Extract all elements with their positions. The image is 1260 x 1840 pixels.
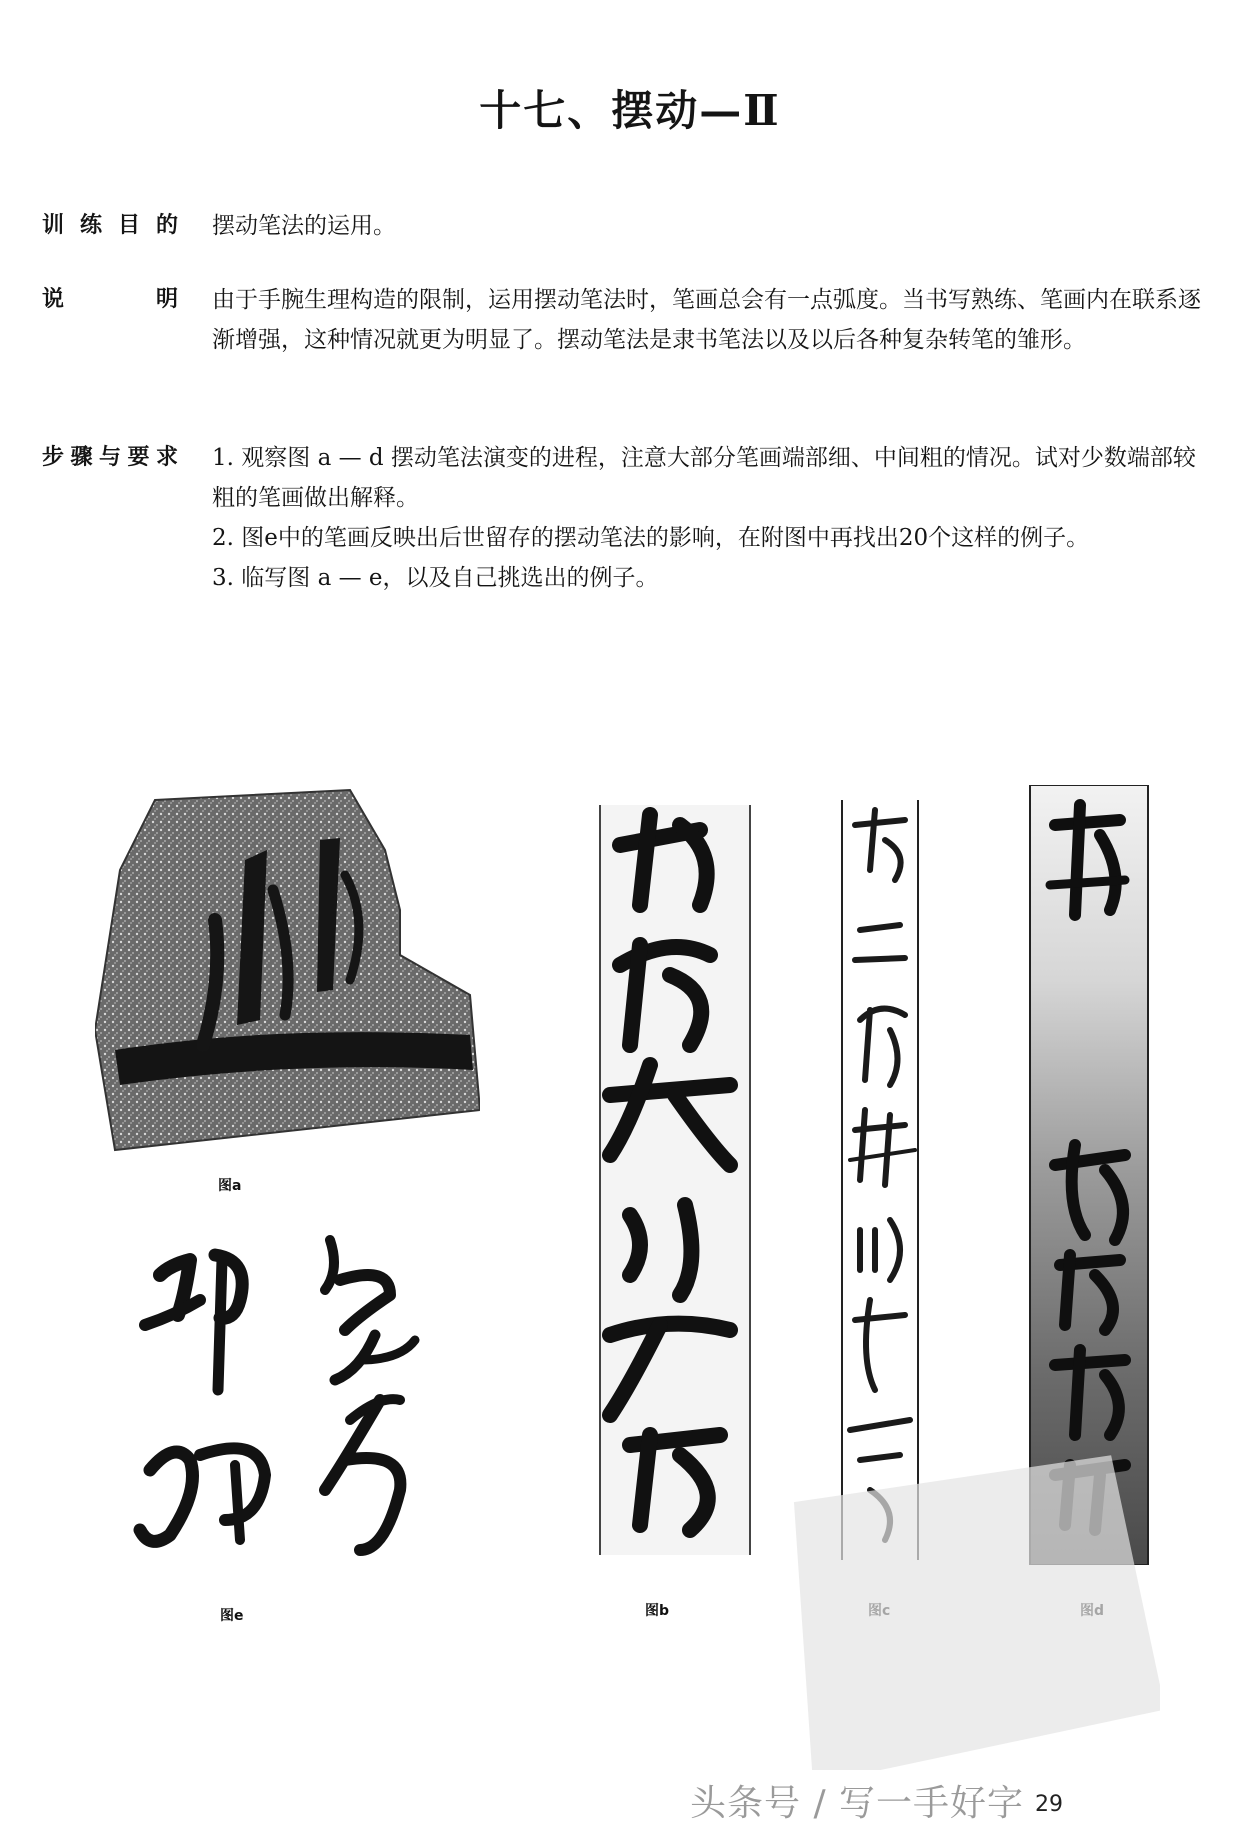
watermark-seal — [760, 1450, 1160, 1770]
page-title: 十七、摆动—Ⅱ — [479, 86, 781, 135]
note-label: 说明 — [42, 287, 178, 312]
figure-a-image — [95, 780, 480, 1165]
note-text: 由于手腕生理构造的限制，运用摆动笔法时，笔画总会有一点弧度。当书写熟练、笔画内在联系逐渐增强，这种情况就更为明显了。摆动笔法是隶书笔法以及以后各种复杂转笔的雏形。 — [212, 287, 1201, 353]
steps-list — [212, 438, 1202, 598]
figure-b-caption: 图b — [645, 1603, 670, 1619]
step-item: 3. 临写图 a — e，以及自己挑选出的例子。 — [212, 565, 659, 591]
figure-a-caption: 图a — [218, 1178, 242, 1194]
figure-d-image — [1025, 785, 1155, 1565]
goal-text: 摆动笔法的运用。 — [212, 213, 396, 239]
figure-b-image — [590, 795, 760, 1565]
goal-label: 训练目的 — [42, 213, 178, 238]
figure-e-image — [130, 1220, 465, 1575]
steps-label: 步骤与要求 — [42, 445, 178, 470]
footer-attribution: 头条号 / 写一手好字 — [690, 1783, 1025, 1824]
figure-e-caption: 图e — [220, 1608, 244, 1624]
figure-c-image — [830, 800, 930, 1560]
step-item: 1. 观察图 a — d 摆动笔法演变的进程，注意大部分笔画端部细、中间粗的情况。试对少数端部较粗的笔画做出解释。 — [212, 445, 1196, 511]
step-item: 2. 图e中的笔画反映出后世留存的摆动笔法的影响，在附图中再找出20个这样的例子。 — [212, 525, 1090, 551]
page-number: 29 — [1035, 1792, 1063, 1817]
